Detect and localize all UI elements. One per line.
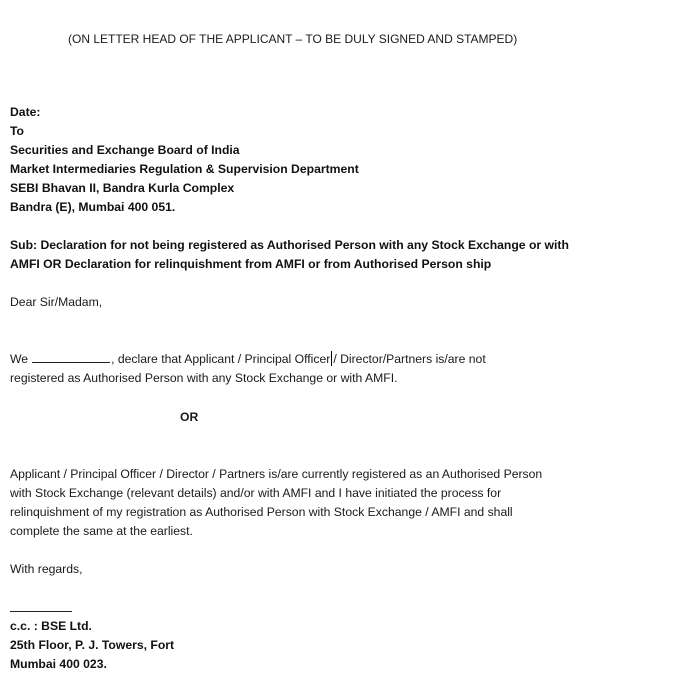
declaration-2-line-3: relinquishment of my registration as Authorised Person with Stock Exchange / AMFI and shall <box>10 505 513 519</box>
date-label: Date: <box>10 105 41 119</box>
subject-line-1: Sub: Declaration for not being registered as Authorised Person with any Stock Exchange or with <box>10 238 569 252</box>
recipient-address-line: SEBI Bhavan II, Bandra Kurla Complex <box>10 181 235 195</box>
name-blank-field[interactable] <box>32 350 110 363</box>
cc-line-1: c.c. : BSE Ltd. <box>10 619 92 633</box>
declaration-text-b: / Director/Partners is/are not <box>333 352 486 366</box>
to-label: To <box>10 124 24 138</box>
declaration-2-line-4: complete the same at the earliest. <box>10 524 193 538</box>
cc-line-3: Mumbai 400 023. <box>10 657 107 671</box>
closing: With regards, <box>10 562 83 576</box>
signature-rule <box>10 611 72 612</box>
declaration-2-line-1: Applicant / Principal Officer / Director / Partners is/are currently registered as an Authorised Person <box>10 467 543 481</box>
recipient-department: Market Intermediaries Regulation & Supervision Department <box>10 162 359 176</box>
or-separator: OR <box>180 410 199 424</box>
declaration-text-a: , declare that Applicant / Principal Officer <box>111 352 331 366</box>
declaration-prefix: We <box>10 352 29 366</box>
declaration-1-line-2: registered as Authorised Person with any Stock Exchange or with AMFI. <box>10 371 398 385</box>
cc-line-2: 25th Floor, P. J. Towers, Fort <box>10 638 175 652</box>
letterhead-instruction: (ON LETTER HEAD OF THE APPLICANT – TO BE DULY SIGNED AND STAMPED) <box>68 32 518 46</box>
declaration-1-line-1 <box>10 350 486 369</box>
salutation: Dear Sir/Madam, <box>10 295 103 309</box>
declaration-2-line-2: with Stock Exchange (relevant details) and/or with AMFI and I have initiated the process for <box>10 486 502 500</box>
recipient-name: Securities and Exchange Board of India <box>10 143 240 157</box>
recipient-city-line: Bandra (E), Mumbai 400 051. <box>10 200 176 214</box>
subject-line-2: AMFI OR Declaration for relinquishment from AMFI or from Authorised Person ship <box>10 257 492 271</box>
